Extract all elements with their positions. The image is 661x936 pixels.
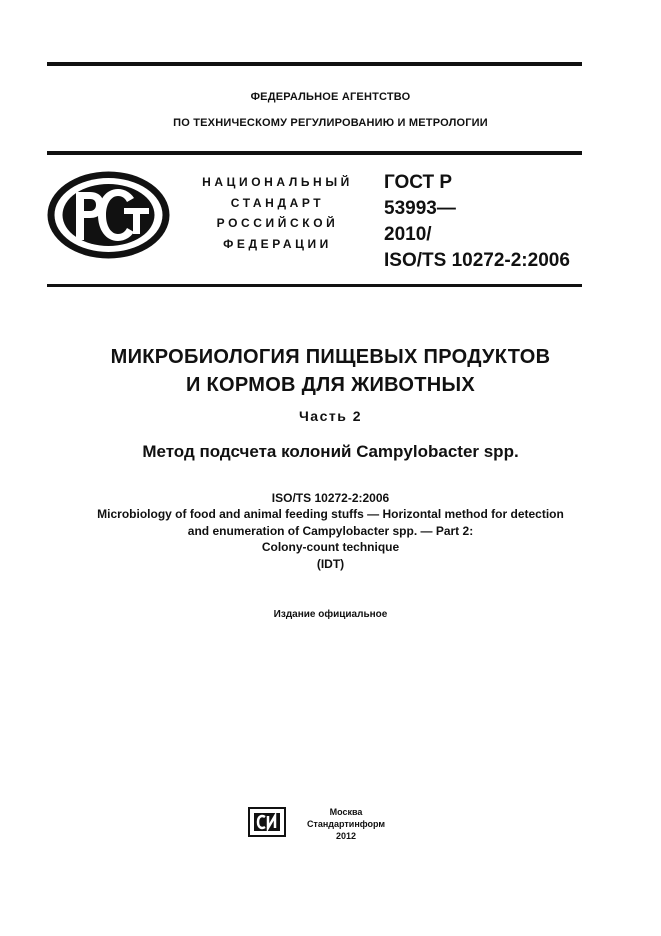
national-standard-label (185, 172, 370, 254)
middle-divider (47, 151, 582, 155)
gost-line: 2010/ (384, 224, 432, 245)
gost-line: 53993— (384, 198, 456, 219)
gost-line: ГОСТ Р (384, 172, 453, 193)
standartinform-logo-icon (248, 807, 286, 837)
national-line: НАЦИОНАЛЬНЫЙ (202, 175, 353, 189)
agency-name-line1: ФЕДЕРАЛЬНОЕ АГЕНТСТВО (250, 91, 411, 103)
gost-line: ISO/TS 10272-2:2006 (384, 250, 570, 271)
publisher-name: Стандартинформ (306, 819, 386, 829)
document-title (0, 343, 661, 399)
rst-certification-logo-icon (46, 170, 171, 260)
english-line: and enumeration of Campylobacter spp. — Part 2: (187, 523, 474, 538)
gost-designation (384, 170, 570, 274)
edition-label: Издание официальное (273, 609, 388, 620)
national-line: РОССИЙСКОЙ (216, 216, 339, 230)
english-line: (IDT) (316, 556, 345, 571)
publisher-city: Москва (329, 807, 363, 817)
english-line: ISO/TS 10272-2:2006 (271, 491, 390, 505)
english-line: Microbiology of food and animal feeding stuffs — Horizontal method for detection (97, 507, 564, 522)
national-line: СТАНДАРТ (230, 195, 325, 210)
agency-name-line2: ПО ТЕХНИЧЕСКОМУ РЕГУЛИРОВАНИЮ И МЕТРОЛОГИИ (173, 117, 488, 129)
title-line: И КОРМОВ ДЛЯ ЖИВОТНЫХ (185, 374, 476, 396)
publication-year: 2012 (335, 831, 357, 841)
part-label: Часть 2 (298, 408, 363, 424)
lower-divider (47, 284, 582, 287)
publisher-info (306, 806, 386, 842)
top-divider (47, 62, 582, 66)
method-subtitle: Метод подсчета колоний Campylobacter spp. (142, 442, 519, 461)
national-line: ФЕДЕРАЦИИ (223, 236, 332, 251)
title-line: МИКРОБИОЛОГИЯ ПИЩЕВЫХ ПРОДУКТОВ (110, 346, 551, 368)
english-line: Colony-count technique (261, 540, 400, 555)
english-title (0, 490, 661, 572)
